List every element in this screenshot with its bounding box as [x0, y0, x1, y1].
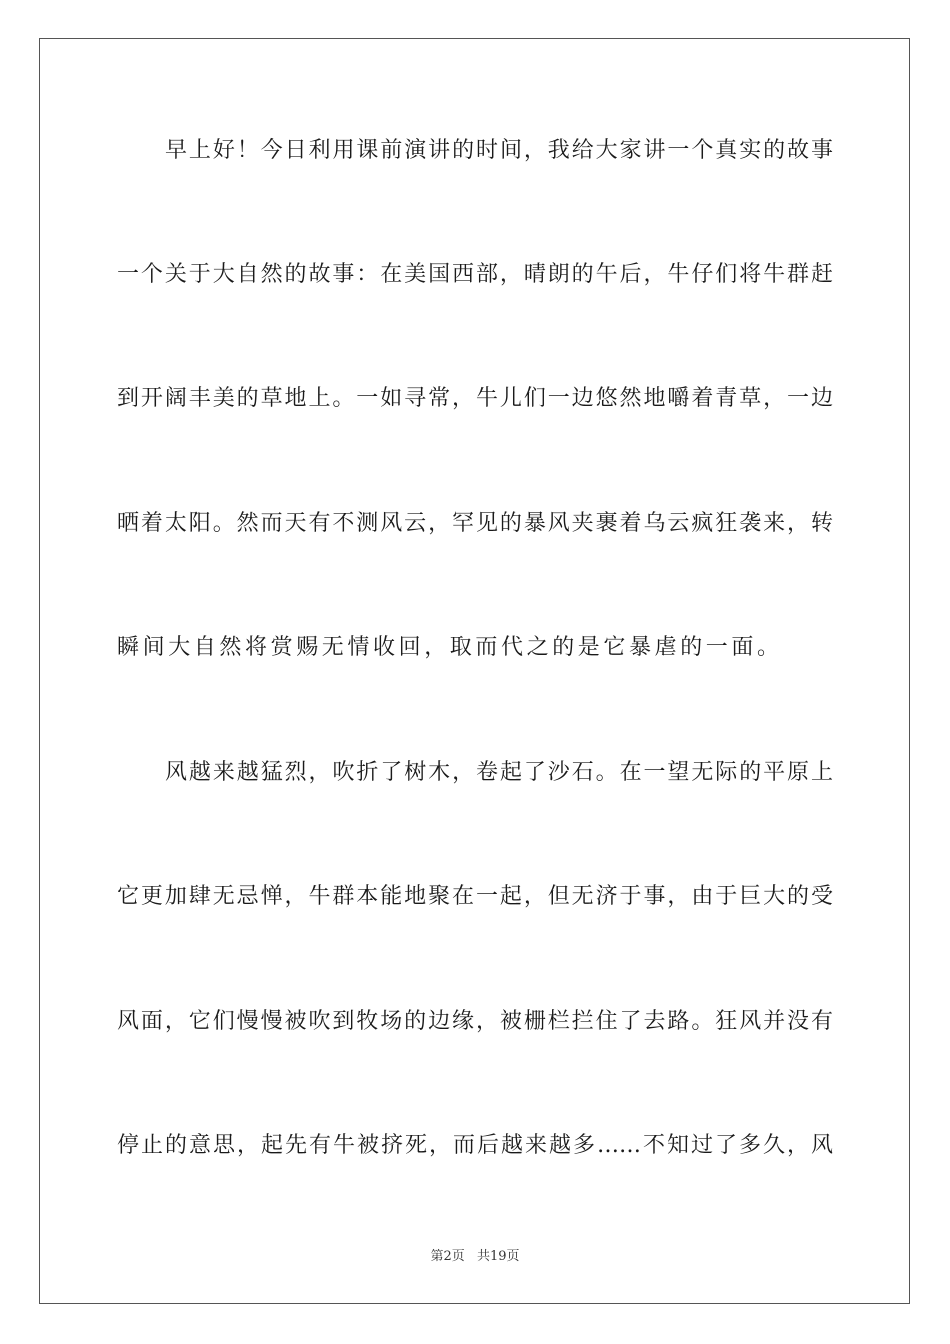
paragraph-1-line-5: 瞬间大自然将赏赐无情收回，取而代之的是它暴虐的一面。 — [117, 635, 783, 660]
paragraph-2-line-3: 风面，它们慢慢被吹到牧场的边缘，被栅栏拦住了去路。狂风并没有 — [117, 1009, 833, 1034]
page-number: 第2页 — [430, 1249, 465, 1264]
paragraph-2-line-1: 风越来越猛烈，吹折了树木，卷起了沙石。在一望无际的平原上 — [165, 760, 833, 785]
total-pages: 共19页 — [476, 1249, 520, 1264]
paragraph-1-line-4: 晒着太阳。然而天有不测风云，罕见的暴风夹裹着乌云疯狂袭来，转 — [117, 511, 833, 536]
paragraph-2-line-4: 停止的意思，起先有牛被挤死，而后越来越多……不知过了多久，风 — [117, 1133, 833, 1158]
page-frame — [39, 38, 910, 1304]
paragraph-1-line-3: 到开阔丰美的草地上。一如寻常，牛儿们一边悠然地嚼着青草，一边 — [117, 386, 833, 411]
paragraph-1-line-1: 早上好！今日利用课前演讲的时间，我给大家讲一个真实的故事 — [165, 138, 833, 163]
page-footer — [0, 1248, 950, 1266]
paragraph-2-line-2: 它更加肆无忌惮，牛群本能地聚在一起，但无济于事，由于巨大的受 — [117, 884, 833, 909]
paragraph-1-line-2: 一个关于大自然的故事：在美国西部，晴朗的午后，牛仔们将牛群赶 — [117, 262, 833, 287]
